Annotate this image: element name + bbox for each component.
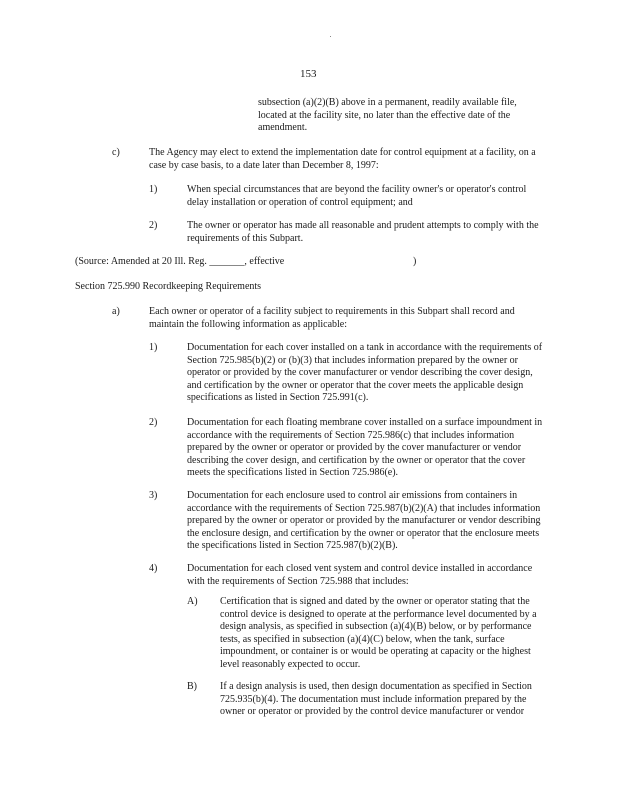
- item-a4-text: Documentation for each closed vent system and control device installed in accordance with the requirements of Section 725.988 that includes:: [187, 563, 533, 587]
- page-number: 153: [300, 68, 317, 80]
- item-a4A-text: Certification that is signed and dated by the owner or operator stating that the control device is designed to operate at the performance level documented by a design analysis, as specified in subsection (a)(4)(B) below, or by performance tests, as specified in subsection (a)(4)(C) below, when the tank, surface impoundment, or container is or would be operating at capacity or the highest level reasonably expected to occur.: [220, 596, 537, 670]
- subsection-a-text: Each owner or operator of a facility subject to requirements in this Subpart shall record and maintain the following information as applicable:: [149, 306, 515, 330]
- item-a4-label: 4): [149, 563, 158, 574]
- item-c1-label: 1): [149, 184, 158, 195]
- continued-paragraph: subsection (a)(2)(B) above in a permanent, readily available file, located at the facility site, no later than the effective date of the amendment.: [258, 97, 517, 134]
- item-a1-text: Documentation for each cover installed on a tank in accordance with the requirements of Section 725.985(b)(2) or (b)(3) that includes information prepared by the owner or operator or provided by the cover manufacturer or vendor describing the cover design, and certification by the owner or operator that the cover meets the applicable design specifications as listed in Section 725.991(c).: [187, 342, 543, 404]
- item-a3-text: Documentation for each enclosure used to control air emissions from containers in accordance with the requirements of Section 725.987(b)(2)(A) that includes information prepared by the owner or operator or provided by the manufacturer or vendor describing the enclosure design, and certification by the owner or operator that the enclosure meets the specifications listed in Section 725.987(b)(2)(B).: [187, 490, 541, 552]
- subsection-c-label: c): [112, 147, 120, 158]
- item-c2-text: The owner or operator has made all reasonable and prudent attempts to comply with the requirements of this Subpart.: [187, 220, 539, 244]
- item-a3-label: 3): [149, 490, 158, 501]
- subsection-c-text: The Agency may elect to extend the implementation date for control equipment at a facility, on a case by case basis, to a date later than December 8, 1997:: [149, 147, 536, 171]
- item-a4B-label: B): [187, 681, 197, 692]
- item-a1-label: 1): [149, 342, 158, 353]
- section-heading: Section 725.990 Recordkeeping Requirements: [75, 281, 262, 292]
- item-a4A-label: A): [187, 596, 198, 607]
- item-c1-text: When special circumstances that are beyond the facility owner's or operator's control delay installation or operation of control equipment; and: [187, 184, 527, 208]
- source-note-close: ): [413, 256, 417, 267]
- item-a2-text: Documentation for each floating membrane cover installed on a surface impoundment in accordance with the requirements of Section 725.986(c) that includes information prepared by the owner or operator or provided by the cover manufacturer or vendor describing the cover design, and certification by the owner or operator that the cover meets the specifications listed in Section 725.986(e).: [187, 417, 543, 479]
- subsection-a-label: a): [112, 306, 120, 317]
- source-note: (Source: Amended at 20 Ill. Reg. _______, effective: [75, 256, 285, 267]
- item-a2-label: 2): [149, 417, 158, 428]
- scan-speck: [330, 36, 331, 37]
- item-a4B-text: If a design analysis is used, then design documentation as specified in Section 725.935(b)(4). The documentation must include information prepared by the owner or operator or provided by the control device manufacturer or vendor: [220, 681, 532, 718]
- item-c2-label: 2): [149, 220, 158, 231]
